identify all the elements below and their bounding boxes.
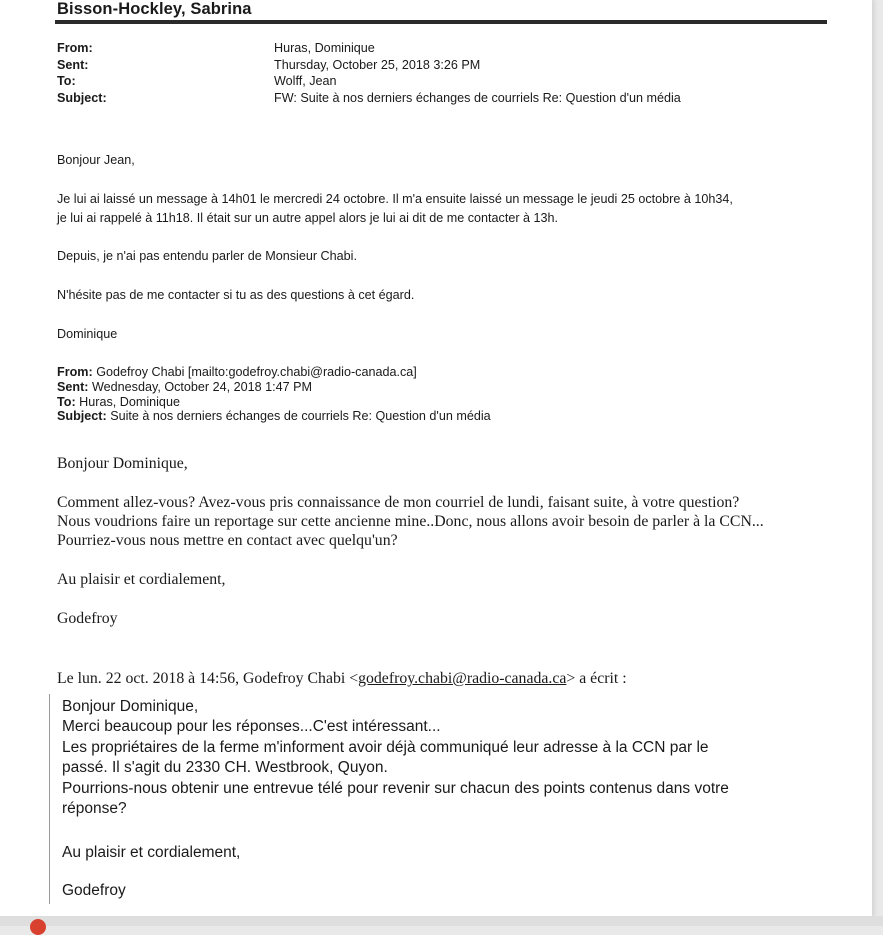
body1-para3: N'hésite pas de me contacter si tu as des questions à cet égard.	[57, 288, 415, 302]
bottom-toolbar-edge	[0, 916, 883, 926]
quote-bar	[49, 694, 50, 904]
quoted-closing: Au plaisir et cordialement,	[62, 844, 241, 861]
quoted-line6: réponse?	[62, 800, 127, 817]
quoted-line1: Bonjour Dominique,	[62, 698, 199, 715]
quoted-line5: Pourrions-nous obtenir une entrevue télé pour revenir sur chacun des points contenus dans votre	[62, 780, 729, 797]
fwd-subject-label: Subject:	[57, 409, 107, 424]
body2-para-line2: Nous voudrions faire un reportage sur cette ancienne mine..Donc, nous allons avoir besoin de parler à la CCN...	[57, 513, 764, 530]
body2-para-line1: Comment allez-vous? Avez-vous pris connaissance de mon courriel de lundi, faisant suite, à votre question?	[57, 494, 740, 511]
fwd-to-label: To:	[57, 394, 76, 409]
quote-intro-email-link[interactable]: godefroy.chabi@radio-canada.ca	[358, 670, 567, 687]
fwd-from-label: From:	[57, 365, 93, 379]
fwd-subject-value: Suite à nos derniers échanges de courriels Re: Question d'un média	[110, 409, 491, 424]
body2-greeting: Bonjour Dominique,	[57, 455, 188, 472]
forwarded-header	[57, 365, 491, 424]
app-icon[interactable]	[30, 919, 46, 935]
quoted-signature: Godefroy	[62, 882, 126, 899]
from-value: Huras, Dominique	[274, 41, 375, 55]
quote-intro-suffix: > a écrit :	[566, 670, 627, 687]
fwd-subject-row	[57, 409, 491, 424]
to-value: Wolff, Jean	[274, 74, 337, 88]
subject-value: FW: Suite à nos derniers échanges de courriels Re: Question d'un média	[274, 90, 681, 105]
quote-intro	[57, 669, 627, 689]
fwd-sent-label: Sent:	[57, 379, 89, 394]
body1-para1-line2: je lui ai rappelé à 11h18. Il était sur un autre appel alors je lui ai dit de me contacter à 13h.	[57, 211, 559, 225]
quote-intro-prefix: Le lun. 22 oct. 2018 à 14:56, Godefroy Chabi <	[57, 670, 359, 687]
body2-para-line3: Pourriez-vous nous mettre en contact avec quelqu'un?	[57, 532, 398, 549]
sent-value: Thursday, October 25, 2018 3:26 PM	[274, 57, 481, 72]
subject-label: Subject:	[57, 90, 107, 105]
header-subject-row	[57, 90, 681, 107]
body2-signature: Godefroy	[57, 610, 118, 627]
to-label: To:	[57, 74, 76, 88]
from-label: From:	[57, 41, 93, 55]
quoted-line2: Merci beaucoup pour les réponses...C'est intéressant...	[62, 718, 441, 735]
sent-label: Sent:	[57, 57, 89, 72]
header-to-row	[57, 73, 681, 90]
document-title: Bisson-Hockley, Sabrina	[57, 0, 252, 18]
fwd-sent-row	[57, 380, 491, 395]
header-from-row	[57, 40, 681, 57]
quoted-line3: Les propriétaires de la ferme m'informent avoir déjà communiqué leur adresse à la CCN par le	[62, 739, 709, 756]
quoted-line4: passé. Il s'agit du 2330 CH. Westbrook, Quyon.	[62, 759, 388, 776]
fwd-sent-value: Wednesday, October 24, 2018 1:47 PM	[91, 379, 313, 394]
fwd-from-value: Godefroy Chabi [mailto:godefroy.chabi@radio-canada.ca]	[96, 365, 417, 379]
header-sent-row	[57, 57, 681, 74]
title-underline	[55, 20, 827, 24]
fwd-to-row	[57, 395, 491, 410]
fwd-from-row	[57, 365, 491, 380]
email-header	[57, 40, 681, 106]
fwd-to-value: Huras, Dominique	[79, 394, 180, 409]
body1-para1-line1: Je lui ai laissé un message à 14h01 le mercredi 24 octobre. Il m'a ensuite laissé un message le jeudi 25 octobre à 10h34,	[57, 192, 733, 206]
body1-signature: Dominique	[57, 327, 118, 341]
body2-closing: Au plaisir et cordialement,	[57, 571, 226, 588]
body1-para2: Depuis, je n'ai pas entendu parler de Monsieur Chabi.	[57, 249, 357, 263]
body1-greeting: Bonjour Jean,	[57, 153, 135, 167]
